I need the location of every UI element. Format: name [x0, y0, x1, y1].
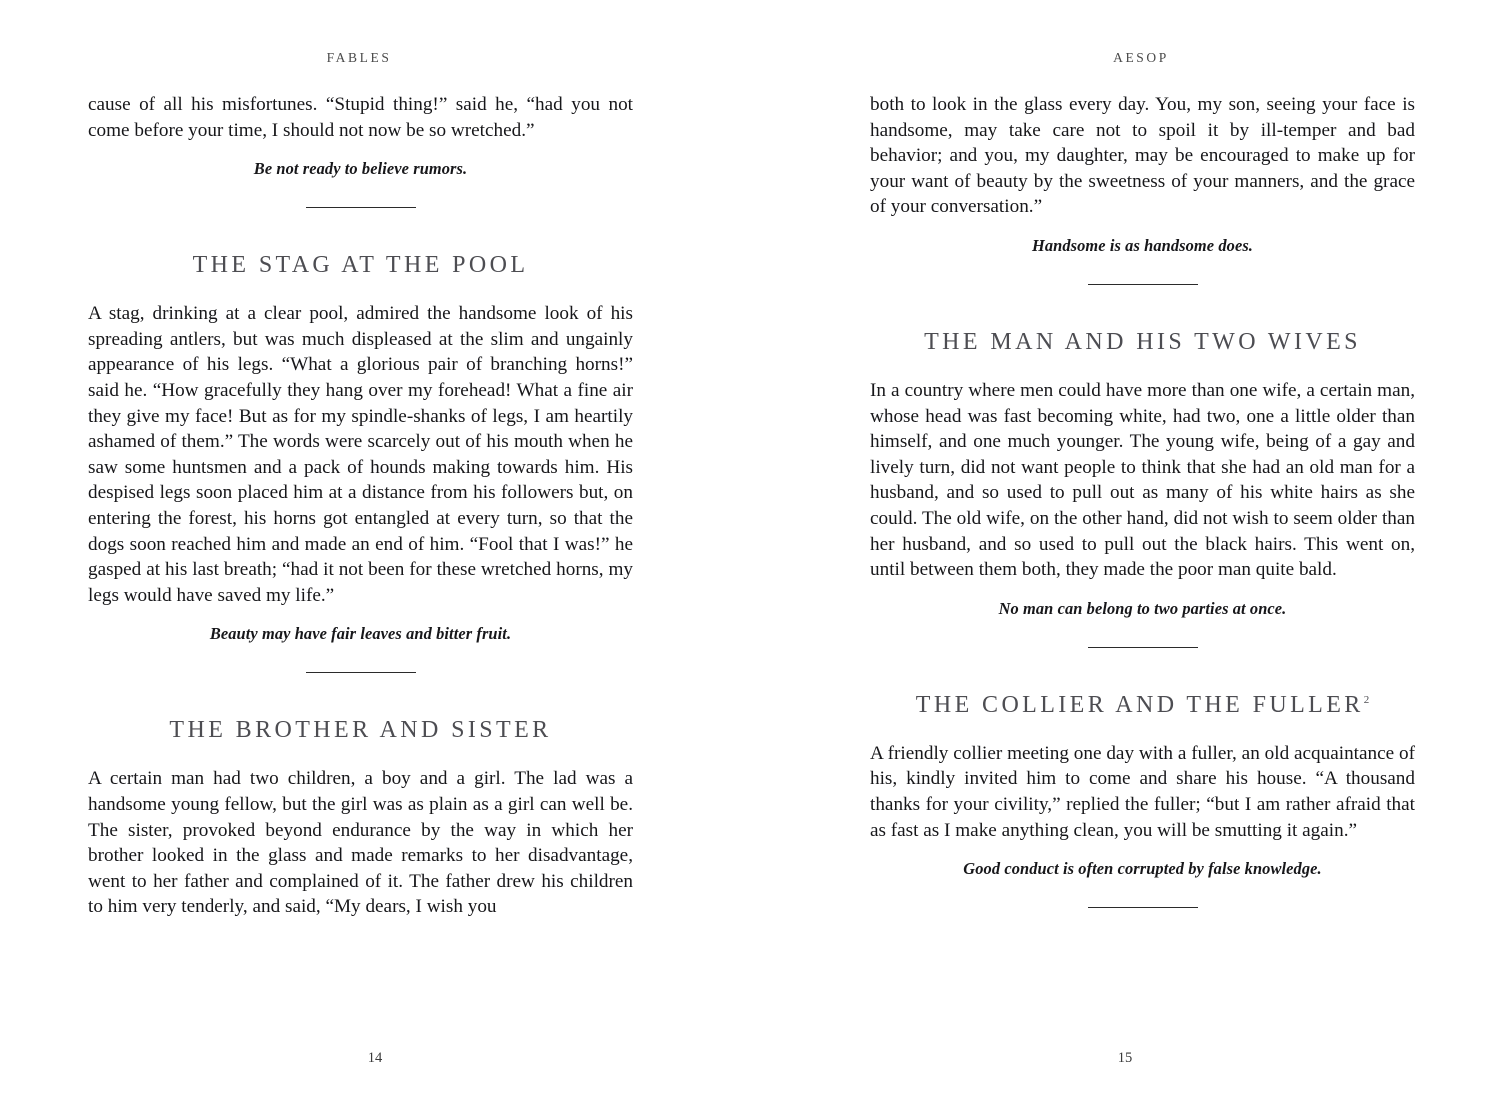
fable-title-text: THE COLLIER AND THE FULLER [915, 691, 1364, 718]
moral-line: Handsome is as handsome does. [1031, 235, 1253, 255]
moral-line: Be not ready to believe rumors. [253, 159, 468, 179]
running-head-left: FABLES [326, 50, 392, 65]
section-divider [870, 647, 1415, 648]
moral-line: Good conduct is often corrupted by false knowledge. [963, 859, 1322, 879]
section-divider [88, 672, 633, 673]
fable-title-text: THE MAN AND HIS TWO WIVES [924, 328, 1361, 355]
moral-line: No man can belong to two parties at once. [998, 598, 1287, 618]
moral-line: Beauty may have fair leaves and bitter fruit. [209, 624, 512, 644]
left-page-column [88, 92, 633, 920]
fable-body: A friendly collier meeting one day with a fuller, an old acquaintance of his, kindly invited him to come and share his house. “A thousand thanks for your civility,” replied the fuller; “but I am rather afraid that as fast as I make anything clean, you will be smutting it again.” [870, 742, 1415, 841]
footnote-marker: 2 [1363, 693, 1370, 706]
fable-title [870, 329, 1415, 356]
section-divider [870, 284, 1415, 285]
right-page [750, 0, 1500, 1105]
page-number: 15 [1117, 1050, 1133, 1066]
section-divider [870, 907, 1415, 908]
continued-paragraph: cause of all his misfortunes. “Stupid thing!” said he, “had you not come before your time, I should not now be so wretched.” [88, 94, 633, 141]
running-head-right: AESOP [1113, 50, 1169, 65]
fable-title [870, 692, 1415, 719]
fable-title: THE STAG AT THE POOL [192, 252, 529, 279]
fable-body: In a country where men could have more than one wife, a certain man, whose head was fast becoming white, had two, one a little older than himself, and one much younger. The young wife, being of a gay and lively turn, did not want people to think that she had an old man for a husband, and so used to pull out as many of his white hairs as she could. The old wife, on the other hand, did not wish to seem older than her husband, and so used to pull out the black hairs. This went on, until between them both, they made the poor man quite bald. [870, 379, 1415, 581]
section-divider [88, 207, 633, 208]
fable-body: A certain man had two children, a boy and a girl. The lad was a handsome young fellow, but the girl was as plain as a girl can well be. The sister, provoked beyond endurance by the way in which her brother looked in the glass and made remarks to her disadvantage, went to her father and complained of it. The father drew his children to him very tenderly, and said, “My dears, I wish you [88, 768, 633, 918]
fable-title: THE BROTHER AND SISTER [169, 717, 552, 744]
page-number: 14 [367, 1050, 383, 1066]
fable-body: A stag, drinking at a clear pool, admired the handsome look of his spreading antlers, but was much displeased at the slim and ungainly appearance of his legs. “What a glorious pair of branching horns!” said he. “How gracefully they hang over my forehead! What a fine air they give my face! But as for my spindle-shanks of legs, I am heartily ashamed of them.” The words were scarcely out of his mouth when he saw some huntsmen and a pack of hounds making towards him. His despised legs soon placed him at a distance from his followers but, on entering the forest, his horns got entangled at every turn, so that the dogs soon reached him and made an end of him. “Fool that I was!” he gasped at his last breath; “had it not been for these wretched horns, my legs would have saved my life.” [88, 303, 633, 606]
continued-paragraph: both to look in the glass every day. You, my son, seeing your face is handsome, may take care not to spoil it by ill-temper and bad behavior; and you, my daughter, may be encouraged to make up for your want of beauty by the sweetness of your manners, and the grace of your conversation.” [870, 94, 1415, 218]
right-page-column [870, 92, 1415, 908]
